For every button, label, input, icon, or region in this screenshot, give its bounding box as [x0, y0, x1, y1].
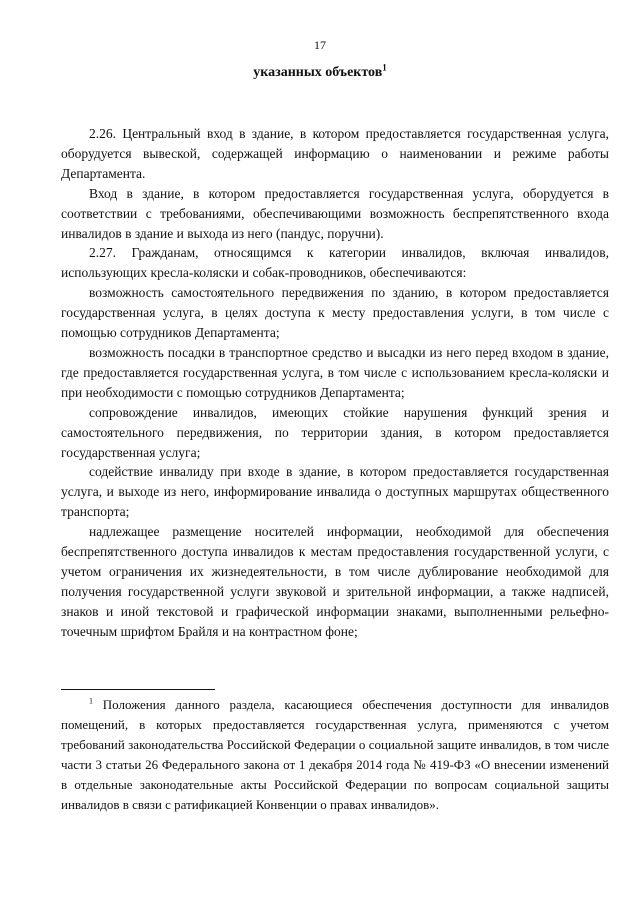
paragraph-transport: возможность посадки в транспортное средство и высадки из него перед входом в здание, где предоставляется государственная услуга, в том числе с использованием кресла-коляски и при необходимости с помощью сотрудников Департамента;	[61, 344, 609, 400]
paragraph-2-27: 2.27. Гражданам, относящимся к категории инвалидов, включая инвалидов, использующих кресла-коляски и собак-проводников, обеспечиваются:	[61, 245, 609, 281]
section-heading-text: указанных объектов	[253, 65, 383, 80]
footnote-mark: 1	[89, 696, 93, 706]
paragraph-escort: сопровождение инвалидов, имеющих стойкие нарушения функций зрения и самостоятельного передвижения, по территории здания, в котором предоставляется государственная услуга;	[61, 404, 609, 460]
paragraph-entrance: Вход в здание, в котором предоставляется государственная услуга, оборудуется в соответствии с требованиями, обеспечивающими возможность беспрепятственного входа инвалидов в здание и выхода из него (пандус, поручни).	[61, 185, 609, 241]
footnote-text: Положения данного раздела, касающиеся обеспечения доступности для инвалидов помещений, в которых предоставляется государственная услуга, применяются с учетом требований законодательства Российской Федерации о социальной защите инвалидов, в том числе части 3 статьи 26 Федерального закона от 1 декабря 2014 года № 419-ФЗ «О внесении изменений в отдельные законодательные акты Российской Федерации по вопросам социальной защиты инвалидов в связи с ратификацией Конвенции о правах инвалидов».	[61, 697, 609, 812]
paragraph-information: надлежащее размещение носителей информации, необходимой для обеспечения беспрепятственного доступа инвалидов к местам предоставления государственной услуги, с учетом ограничения их жизнедеятельности, в том числе дублирование необходимой для получения государственной услуги звуковой и зрительной информации, а также надписей, знаков и иной текстовой и графической информации знаками, выполненными рельефно-точечным шрифтом Брайля и на контрастном фоне;	[61, 524, 609, 639]
section-heading	[0, 63, 640, 83]
paragraph-movement: возможность самостоятельного передвижения по зданию, в котором предоставляется государственная услуга, в целях доступа к месту предоставления услуги, в том числе с помощью сотрудников Департамента;	[61, 285, 609, 341]
body-text	[61, 124, 609, 642]
footnote	[61, 695, 609, 814]
paragraph-assistance: содействие инвалиду при входе в здание, в котором предоставляется государственная услуга, и выходе из него, информирование инвалида о доступных маршрутах общественного транспорта;	[61, 464, 609, 520]
page-number: 17	[314, 38, 326, 52]
paragraph-2-26: 2.26. Центральный вход в здание, в котором предоставляется государственная услуга, оборудуется вывеской, содержащей информацию о наименовании и режиме работы Департамента.	[61, 126, 609, 181]
heading-footnote-mark: 1	[382, 62, 387, 73]
footnote-separator	[61, 689, 215, 690]
